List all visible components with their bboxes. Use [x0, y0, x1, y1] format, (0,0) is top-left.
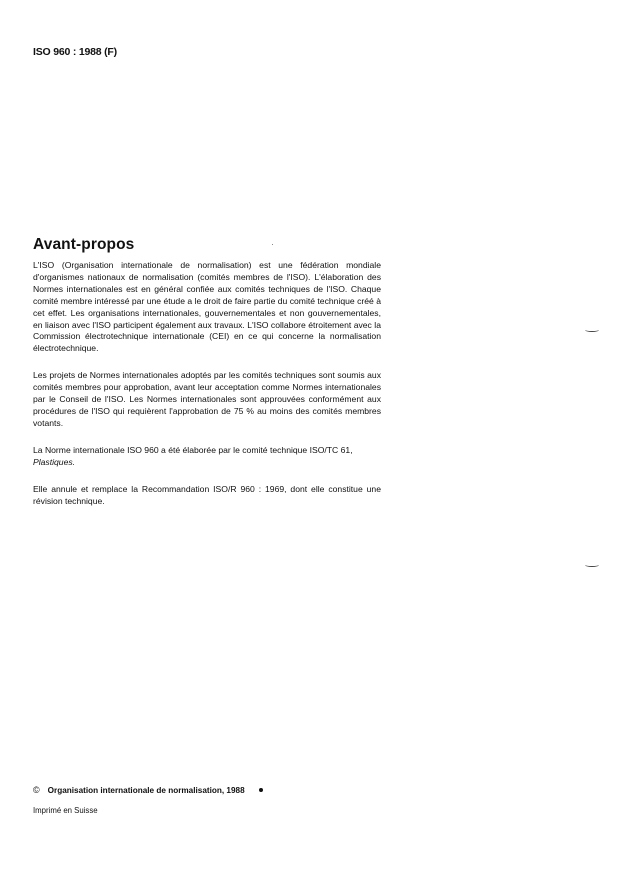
- paragraph-adoption: [33, 445, 381, 469]
- document-reference: ISO 960 : 1988 (F): [33, 46, 117, 58]
- copyright-text: Organisation internationale de normalisation, 1988: [47, 785, 245, 795]
- paragraph-draft-approval: Les projets de Normes internationales adoptés par les comités techniques sont soumis aux comités membres pour approbation, avant leur acceptation comme Normes internationales par le Conseil de l'ISO. Les Normes internationales sont approuvées conformément aux procédures de l'ISO qui requièrent l'approbation de 75 % au moins des comités membres votants.: [33, 370, 381, 428]
- paragraph-iso-intro: L'ISO (Organisation internationale de normalisation) est une fédération mondiale d'organismes nationaux de normalisation (comités membres de l'ISO). L'élaboration des Normes internationales est en général confiée aux comités techniques de l'ISO. Chaque comité membre intéressé par une étude a le droit de faire partie du comité technique créé à cet effet. Les organisations internationales, gouvernementales et non gouvernementales, en liaison avec l'ISO participent également aux travaux. L'ISO collabore étroitement avec la Commission électrotechnique internationale (CEI) en ce qui concerne la normalisation électrotechnique.: [33, 260, 381, 354]
- scan-mark-icon: [585, 328, 599, 332]
- copyright-line: [33, 785, 263, 795]
- committee-name: Plastiques.: [33, 456, 76, 467]
- scan-speck: [272, 244, 273, 245]
- scan-mark-icon: [585, 563, 599, 567]
- copyright-icon: ©: [33, 785, 40, 795]
- printed-in: Imprimé en Suisse: [33, 806, 98, 815]
- foreword-section: [33, 236, 381, 507]
- paragraph-replacement: Elle annule et remplace la Recommandation ISO/R 960 : 1969, dont elle constitue une révision technique.: [33, 483, 381, 506]
- adoption-text: La Norme internationale ISO 960 a été élaborée par le comité technique ISO/TC 61,: [33, 444, 353, 455]
- section-title: Avant-propos: [33, 236, 135, 253]
- bullet-icon: [259, 788, 263, 792]
